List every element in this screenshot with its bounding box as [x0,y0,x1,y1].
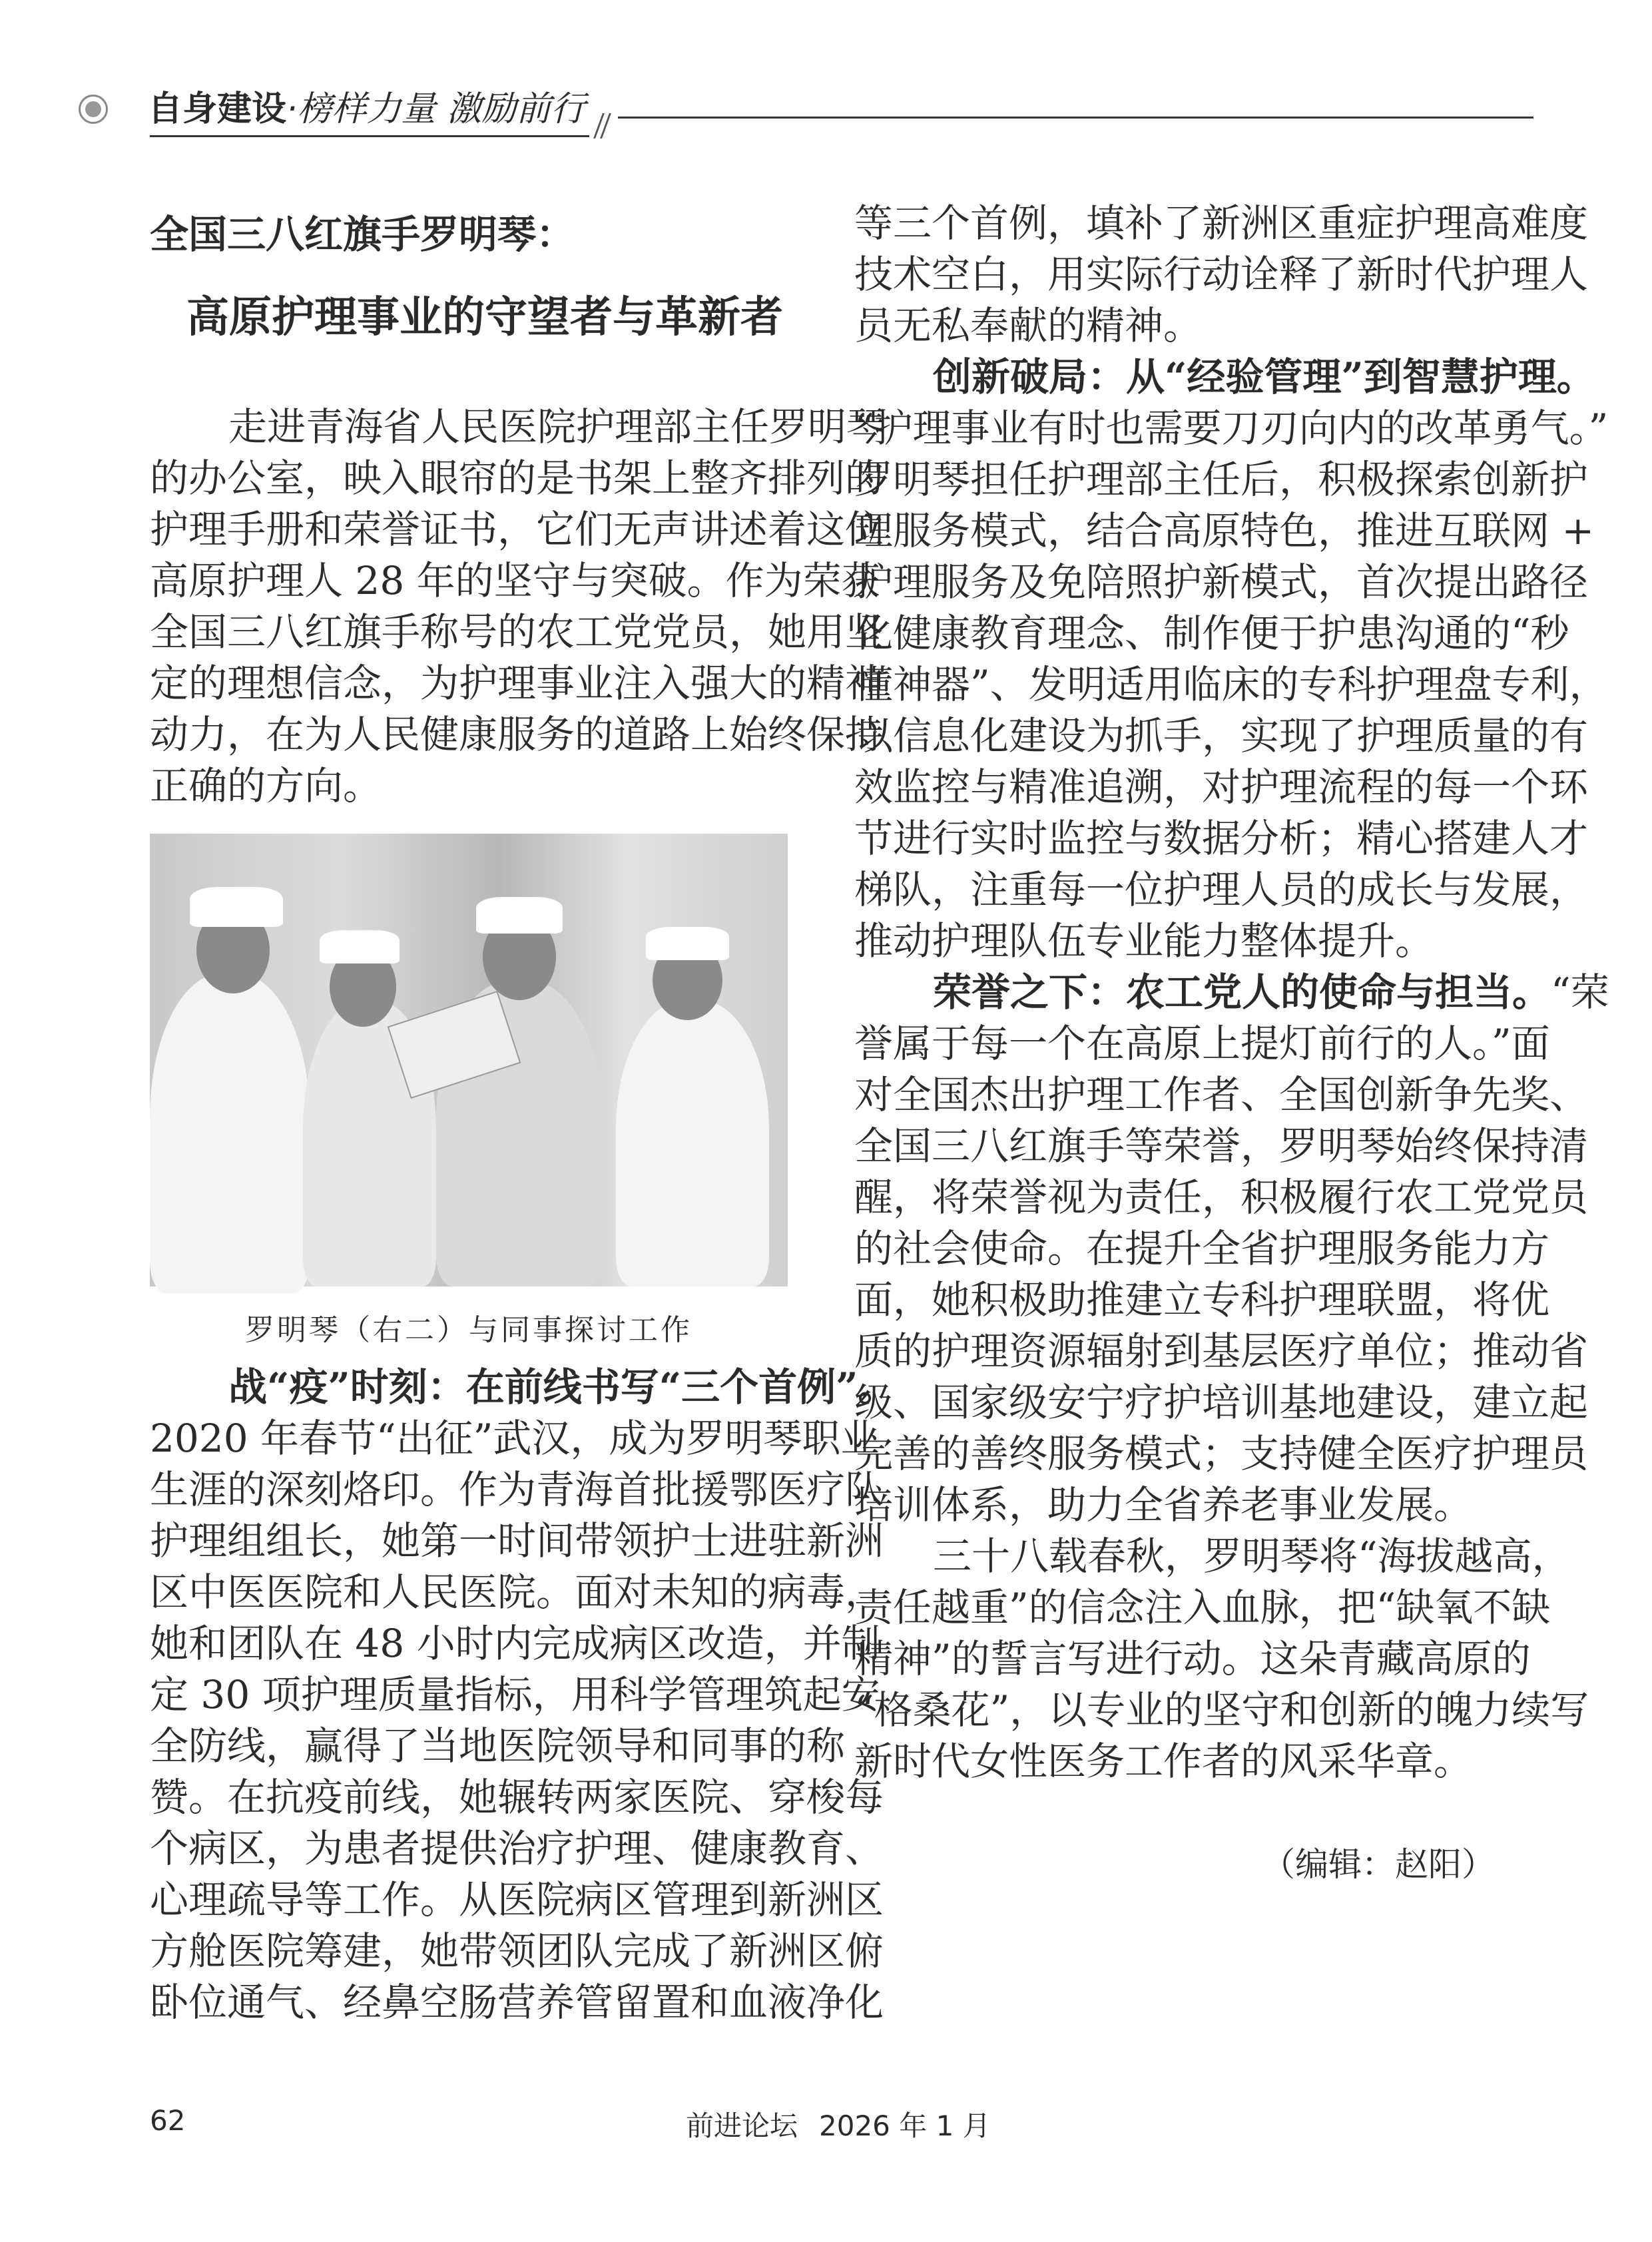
text-line [854,198,1589,249]
text-line [150,1874,884,1926]
line-text: 她和团队在 48 小时内完成病区改造，并制 [150,1621,880,1666]
page-number: 62 [150,2104,186,2137]
line-text: 心理疏导等工作。从医院病区管理到新洲区 [150,1877,884,1922]
line-text: 节进行实时监控与数据分析；精心搭建人才 [854,816,1589,861]
article-photo [150,834,788,1286]
line-text: 效监控与精准追溯，对护理流程的每一个环 [854,764,1589,810]
line-text: 全国三八红旗手等荣誉，罗明琴始终保持清 [854,1123,1589,1169]
section-header [148,88,585,131]
line-text: 动力，在为人民健康服务的道路上始终保持 [150,712,884,757]
editor-credit: （编辑：赵阳） [1262,1845,1495,1884]
left-body-text [150,1362,897,2028]
text-line [854,557,1589,608]
line-text: 的办公室，映入眼帘的是书架上整齐排列的 [150,455,884,501]
text-line [854,249,1589,300]
text-line [150,709,884,760]
text-line [150,504,884,555]
text-line [854,1274,1550,1326]
line-text: 推动护理队伍专业能力整体提升。 [854,918,1434,964]
section-subtitle: ·榜样力量 激励前行 [286,89,586,129]
line-text: 个病区，为患者提供治疗护理、健康教育、 [150,1826,884,1871]
text-line [854,1223,1550,1274]
line-text: 技术空白，用实际行动诠释了新时代护理人 [854,252,1589,297]
text-line [854,1633,1531,1685]
line-text: 理服务模式，结合高原特色，推进互联网 + [854,508,1595,553]
right-body-text [854,198,1609,1787]
line-text: 誉属于每一个在高原上提灯前行的人。”面 [854,1021,1550,1066]
text-line [854,1685,1589,1736]
article-title-line2: 高原护理事业的守望者与革新者 [186,293,783,342]
text-line [854,864,1589,916]
text-line [854,608,1569,659]
line-text: 醒，将荣誉视为责任，积极履行农工党党员 [854,1175,1589,1220]
line-text: 护理组组长，她第一时间带领护士进驻新洲 [150,1518,884,1563]
text-line [854,300,1495,352]
header-rule-lower [150,135,589,137]
line-text: 生涯的深刻烙印。作为青海首批援鄂医疗队 [150,1467,884,1512]
text-line [150,1721,846,1772]
line-text: “荣 [1551,970,1609,1015]
line-text: 定 30 项护理质量指标，用科学管理筑起安 [150,1672,880,1717]
text-line [854,1121,1589,1172]
text-line [854,505,1595,557]
line-text: 对全国杰出护理工作者、全国创新争先奖、 [854,1072,1589,1117]
journal-name: 前进论坛 [686,2109,798,2142]
text-line [150,1567,884,1618]
text-line [150,760,790,812]
line-text: 正确的方向。 [150,763,382,808]
section-heading: 创新破局：从“经验管理”到智慧护理。 [933,354,1595,400]
text-line [854,813,1589,864]
text-line [854,1480,1495,1531]
line-text: 的社会使命。在提升全省护理服务能力方 [854,1226,1550,1271]
header-rule-upper [618,117,1533,119]
line-text: 培训体系，助力全省养老事业发展。 [854,1482,1473,1528]
text-line [854,967,1609,1018]
text-line [150,1362,897,1413]
line-text: 完善的善终服务模式；支持健全医疗护理员 [854,1431,1589,1476]
text-line [854,1428,1589,1480]
line-text: 三十八载春秋，罗明琴将“海拔越高， [933,1534,1571,1579]
line-text: 区中医医院和人民医院。面对未知的病毒， [150,1569,884,1615]
section-heading: 荣誉之下：农工党人的使命与担当。 [933,970,1551,1015]
line-text: 高原护理人 28 年的坚守与突破。作为荣获 [150,558,880,603]
header-bullet-icon [79,95,108,124]
text-line [150,1413,880,1464]
text-line [150,607,884,658]
text-line [854,1018,1550,1069]
line-text: 等三个首例，填补了新洲区重症护理高难度 [854,200,1589,246]
line-text: 全国三八红旗手称号的农工党党员，她用坚 [150,609,884,655]
line-text: 护理服务及免陪照护新模式，首次提出路径 [854,559,1589,605]
line-text: 以信息化建设为抓手，实现了护理质量的有 [854,713,1589,758]
text-line [150,1772,884,1823]
text-line [854,1582,1551,1633]
text-line [150,1977,884,2028]
text-line [854,1326,1589,1377]
line-text: 赞。在抗疫前线，她辗转两家医院、穿梭每 [150,1775,884,1820]
line-text: 懂神器”、发明适用临床的专科护理盘专利， [854,662,1608,707]
line-text: 罗明琴担任护理部主任后，积极探索创新护 [854,457,1589,502]
text-line [150,555,880,607]
text-line [854,659,1608,710]
text-line [854,916,1495,967]
text-line [854,1069,1589,1121]
line-text: 质的护理资源辐射到基层医疗单位；推动省 [854,1328,1589,1374]
text-line [854,1172,1589,1223]
text-line [854,710,1589,762]
photo-caption: 罗明琴（右二）与同事探讨工作 [245,1313,692,1347]
text-line [150,658,884,709]
issue-date: 2026 年 1 月 [819,2109,991,2142]
line-text: 定的理想信念，为护理事业注入强大的精神 [150,661,884,706]
line-text: 级、国家级安宁疗护培训基地建设，建立起 [854,1380,1589,1425]
line-text: 面，她积极助推建立专科护理联盟，将优 [854,1277,1550,1322]
text-line [150,402,886,453]
section-heading: 战“疫”时刻：在前线书写“三个首例”。 [228,1364,897,1410]
line-text: 全防线，赢得了当地医院领导和同事的称 [150,1723,846,1769]
line-text: 化健康教育理念、制作便于护患沟通的“秒 [854,611,1569,656]
text-line [854,352,1595,403]
text-line [150,1464,884,1516]
line-text: 责任越重”的信念注入血脉，把“缺氧不缺 [854,1585,1551,1630]
line-text: 精神”的誓言写进行动。这朵青藏高原的 [854,1636,1531,1681]
article-title-line1: 全国三八红旗手罗明琴： [150,212,575,257]
line-text: “护理事业有时也需要刀刃向内的改革勇气。” [854,406,1609,451]
line-text: 护理手册和荣誉证书，它们无声讲述着这位 [150,507,884,552]
line-text: 新时代女性医务工作者的风采华章。 [854,1739,1473,1784]
text-line [150,453,884,504]
text-line [854,1736,1495,1787]
section-name: 自身建设 [148,89,287,129]
text-line [854,454,1589,505]
text-line [854,762,1589,813]
text-line [854,403,1609,454]
text-line [150,1618,880,1669]
line-text: 梯队，注重每一位护理人员的成长与发展， [854,867,1589,912]
line-text: 卧位通气、经鼻空肠营养管留置和血液净化 [150,1980,884,2025]
text-line [854,1531,1571,1582]
line-text: 2020 年春节“出征”武汉，成为罗明琴职业 [150,1416,880,1461]
line-text: 方舱医院筹建，她带领团队完成了新洲区俯 [150,1928,884,1974]
line-text: “格桑花”，以专业的坚守和创新的魄力续写 [854,1687,1589,1733]
text-line [150,1516,884,1567]
text-line [854,1377,1589,1428]
left-intro-text [150,402,886,812]
line-text: 走进青海省人民医院护理部主任罗明琴 [228,404,886,449]
line-text: 员无私奉献的精神。 [854,303,1203,348]
text-line [150,1926,884,1977]
text-line [150,1669,880,1721]
text-line [150,1823,884,1874]
